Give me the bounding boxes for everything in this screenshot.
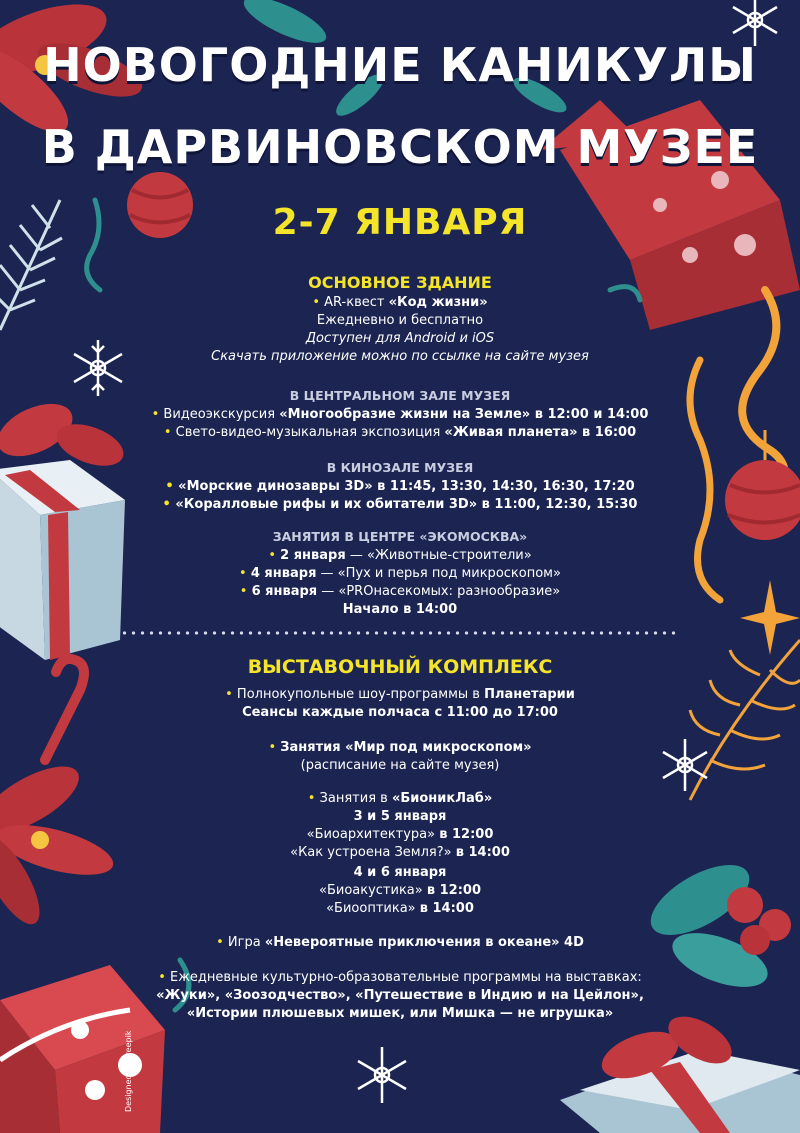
section-cinema xyxy=(0,458,800,514)
poster-title-line1: НОВОГОДНИЕ КАНИКУЛЫ xyxy=(43,38,757,92)
list-item: • «Коралловые рифы и их обитатели 3D» в 11:00, 12:30, 15:30 xyxy=(162,497,638,512)
bullet-icon: • xyxy=(239,566,251,581)
dotted-divider xyxy=(120,631,680,635)
bullet-icon: • xyxy=(162,497,176,512)
exhibits-line: «Жуки», «Зоозодчество», «Путешествие в Индию и на Цейлон», xyxy=(156,988,644,1003)
bullet-icon: • xyxy=(163,425,176,440)
game-block xyxy=(0,934,800,952)
bullet-icon: • xyxy=(158,970,170,985)
ar-available: Доступен для Android и iOS xyxy=(305,331,495,346)
planetarium-block xyxy=(0,686,800,722)
class-item: «Биоархитектура» в 12:00 xyxy=(306,827,494,842)
bullet-icon: • xyxy=(268,548,281,563)
list-item: • Видеоэкскурсия «Многообразие жизни на Земле» в 12:00 и 14:00 xyxy=(151,407,649,422)
bullet-icon: • xyxy=(151,407,164,422)
bullet-icon: • xyxy=(216,935,228,950)
exhibits-line: «Истории плюшевых мишек, или Мишка — не игрушка» xyxy=(186,1006,614,1021)
bioniclab-block-2 xyxy=(0,864,800,918)
class-item: «Биоакустика» в 12:00 xyxy=(319,883,481,898)
section-title: ОСНОВНОЕ ЗДАНИЕ xyxy=(308,273,492,292)
list-item: • 2 января — «Животные-строители» xyxy=(268,548,532,563)
bullet-icon: • xyxy=(268,740,281,755)
ar-download: Скачать приложение можно по ссылке на сайте музея xyxy=(211,349,589,364)
days-label: 4 и 6 января xyxy=(353,865,447,880)
days-label: 3 и 5 января xyxy=(353,809,447,824)
designer-credit: Designed by Freepik xyxy=(124,1030,133,1112)
ar-daily: Ежедневно и бесплатно xyxy=(316,313,484,328)
section-title: В КИНОЗАЛЕ МУЗЕЯ xyxy=(326,460,474,475)
list-item: • 4 января — «Пух и перья под микроскопом» xyxy=(239,566,561,581)
section-title: В ЦЕНТРАЛЬНОМ ЗАЛЕ МУЗЕЯ xyxy=(289,388,511,403)
ar-quest-line: • AR-квест «Код жизни» xyxy=(312,295,488,310)
list-item: • Ежедневные культурно-образовательные программы на выставках: xyxy=(158,970,642,985)
section-main-building xyxy=(0,272,800,366)
event-dates: 2-7 ЯНВАРЯ xyxy=(272,202,528,243)
schedule-note: (расписание на сайте музея) xyxy=(300,758,500,773)
class-item: «Как устроена Земля?» в 14:00 xyxy=(290,845,510,860)
start-time: Начало в 14:00 xyxy=(342,602,458,617)
list-item: • «Морские динозавры 3D» в 11:45, 13:30, 14:30, 16:30, 17:20 xyxy=(165,479,635,494)
poster-title-line2: В ДАРВИНОВСКОМ МУЗЕЕ xyxy=(41,120,759,174)
list-item: • 6 января — «PROнасекомых: разнообразие» xyxy=(239,584,561,599)
class-item: «Биооптика» в 14:00 xyxy=(326,901,474,916)
bullet-icon: • xyxy=(225,687,237,702)
section-title: ВЫСТАВОЧНЫЙ КОМПЛЕКС xyxy=(247,656,553,678)
section-exhibition xyxy=(0,655,800,679)
bullet-icon: • xyxy=(165,479,179,494)
list-item: • Игра «Невероятные приключения в океане» 4D xyxy=(216,935,584,950)
list-item: • Полнокупольные шоу-программы в Планетарии xyxy=(225,687,575,702)
section-title: ЗАНЯТИЯ В ЦЕНТРЕ «ЭКОМОСКВА» xyxy=(272,529,528,544)
list-item: • Занятия «Мир под микроскопом» xyxy=(268,740,532,755)
section-ecomoscow xyxy=(0,527,800,619)
list-item: • Свето-видео-музыкальная экспозиция «Живая планета» в 16:00 xyxy=(163,425,637,440)
daily-programs-block xyxy=(0,969,800,1023)
microscope-block xyxy=(0,739,800,775)
bullet-icon: • xyxy=(239,584,252,599)
sessions-line: Сеансы каждые полчаса с 11:00 до 17:00 xyxy=(242,705,558,720)
bioniclab-block xyxy=(0,790,800,862)
bullet-icon: • xyxy=(307,791,320,806)
list-item: • Занятия в «БионикЛаб» xyxy=(307,791,493,806)
section-central-hall xyxy=(0,386,800,442)
bullet-icon: • xyxy=(312,295,325,310)
